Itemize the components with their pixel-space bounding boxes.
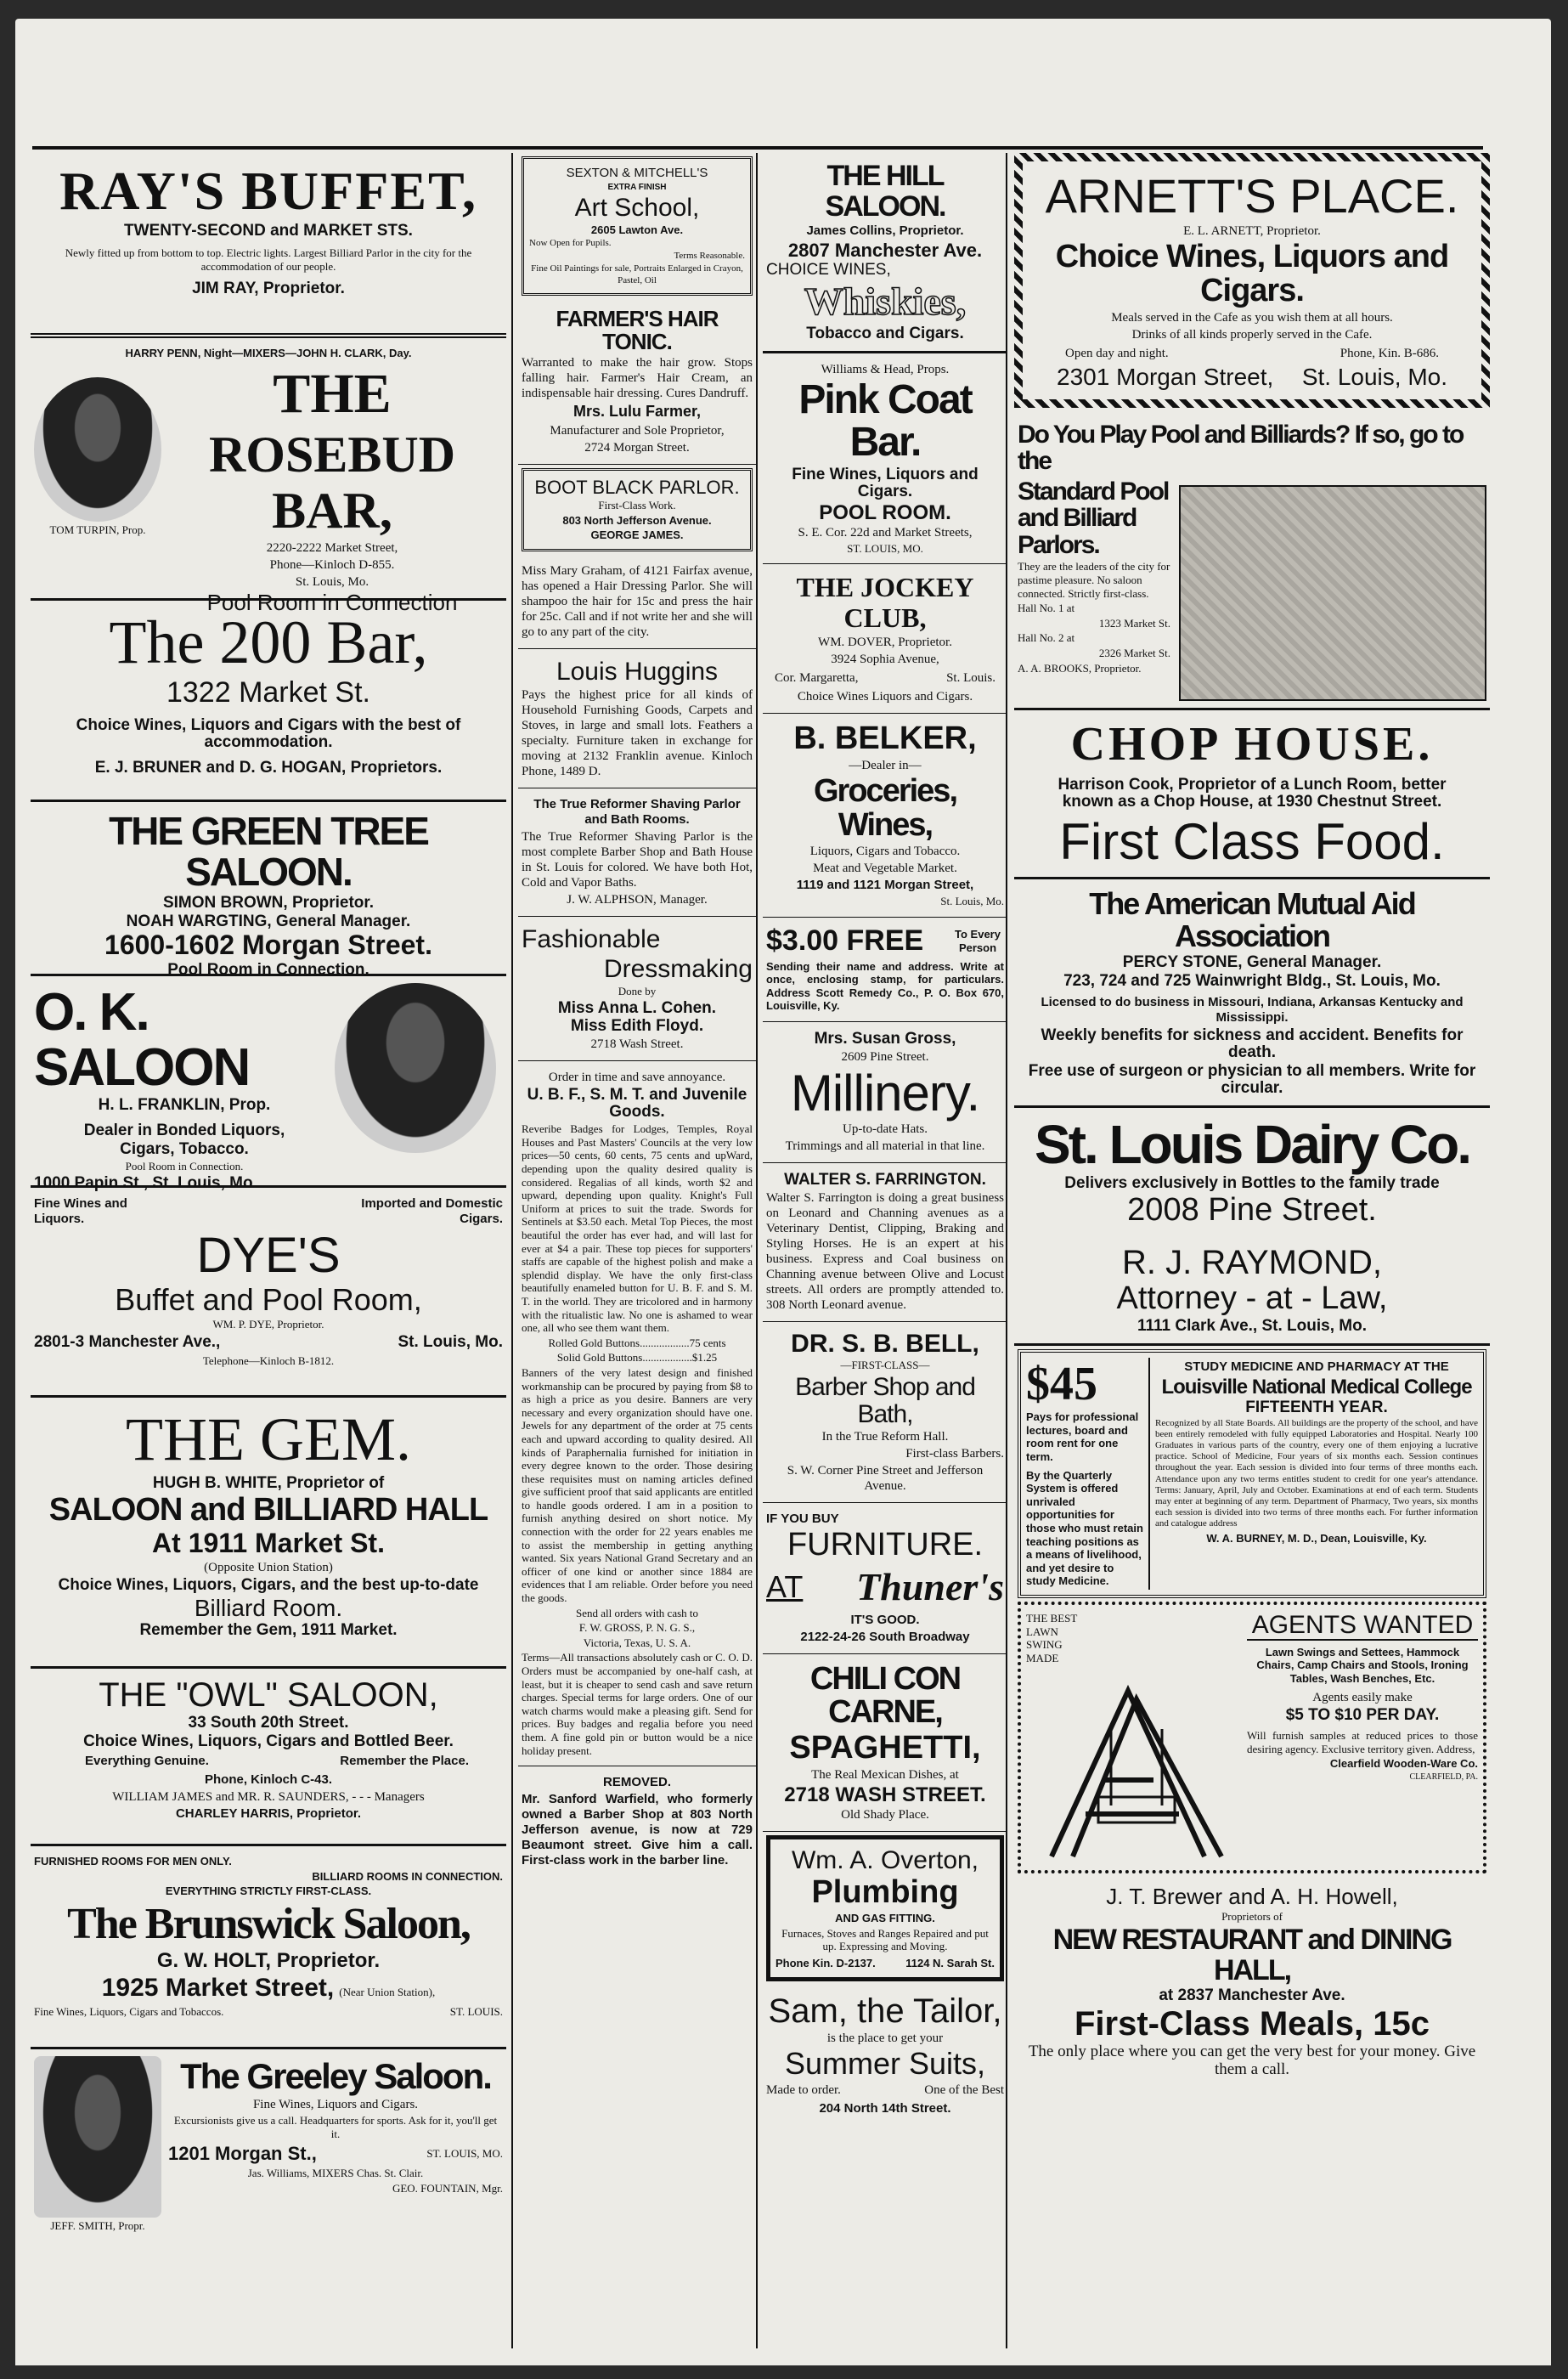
overton-plumb: Plumbing: [811, 1874, 959, 1911]
gem-opp: (Opposite Union Station): [204, 1560, 333, 1574]
raymond-ad: [1014, 1236, 1490, 1346]
mutual-free: Free use of surgeon or physician to all members. Write for circular.: [1028, 1061, 1476, 1097]
dyes-addr: 2801-3 Manchester Ave.,: [34, 1333, 221, 1352]
mutual-addr: 723, 724 and 725 Wainwright Bldg., St. Louis, Mo.: [1063, 971, 1441, 990]
rays-buffet-ad: [31, 153, 506, 338]
greentree-addr: 1600-1602 Morgan Street.: [104, 930, 432, 961]
hill-choice: CHOICE WINES,: [766, 261, 891, 280]
mutual-mgr: PERCY STONE, General Manager.: [1122, 953, 1382, 972]
rays-title: RAY'S BUFFET,: [59, 161, 477, 221]
jockey-addr: 3924 Sophia Avenue,: [831, 652, 939, 666]
brunswick-billiard: BILLIARD ROOMS IN CONNECTION.: [312, 1869, 503, 1883]
ubf-p2: Solid Gold Buttons..................$1.25: [556, 1351, 718, 1365]
brewer-addr: at 2837 Manchester Ave.: [1159, 1986, 1345, 2005]
ubf-send: Send all orders with cash to: [575, 1606, 699, 1619]
column-3: [756, 153, 1007, 2348]
agents-best: THE BEST LAWN SWING MADE: [1026, 1612, 1078, 1664]
jockey-name: THE JOCKEY CLUB,: [796, 572, 974, 633]
hill-addr: 2807 Manchester Ave.: [787, 240, 983, 262]
bar200-props: E. J. BRUNER and D. G. HOGAN, Proprietors.: [94, 758, 443, 777]
college-text: Recognized by all State Boards. All buildings are the property of the school, and have been entirely remodeled with fully equipped Laboratories and Hospital. Nearly 100 Graduates in various parts of the country, every one of them enjoying a lucrative practice. School of Medicine, Four years of six months each. Session continues throughout the year. Each session is divided into four terms of three months each. Attendance upon any two terms entitles student to credit for one year's attendance. Terms: January, April, July and October. Examinations at end of each term. Students may enter at beginning of any term. Department of Pharmacy, Two years, six months each session is divided into two terms of three months each. For further information and catalogue address: [1155, 1417, 1478, 1529]
bell-name: DR. S. B. BELL,: [791, 1329, 979, 1358]
ok-saloon-ad: [31, 976, 506, 1192]
greeley-city: ST. LOUIS, MO.: [426, 2147, 503, 2161]
mill-addr: 2609 Pine Street.: [841, 1050, 929, 1065]
boot-first: First-Class Work.: [598, 499, 676, 512]
ubf-order: Order in time and save annoyance.: [548, 1071, 726, 1085]
furn-title: FURNITURE.: [787, 1527, 984, 1563]
dressmaking-ad: [518, 917, 756, 1061]
brewer-props: J. T. Brewer and A. H. Howell,: [1106, 1884, 1398, 1910]
bell-in: In the True Reform Hall.: [821, 1430, 949, 1444]
gem-remember: Remember the Gem, 1911 Market.: [139, 1620, 398, 1639]
removed-text: Mr. Sanford Warfield, who formerly owned a Barber Shop at 803 North Jefferson avenue, is now at 729 Beaumont street. Give him a call. First-class work in the barber line.: [522, 1792, 753, 1868]
rays-desc: Newly fitted up from bottom to top. Electric lights. Largest Billiard Parlor in the city for the accommodation of our people.: [65, 246, 472, 273]
jockey-prop: WM. DOVER, Proprietor.: [818, 635, 952, 649]
owl-genuine: Everything Genuine.: [85, 1753, 209, 1768]
tonic-name: Mrs. Lulu Farmer,: [572, 403, 702, 421]
belker-ad: [763, 714, 1007, 918]
furn-name: Thuner's: [856, 1564, 1004, 1608]
college-quarterly: By the Quarterly System is offered unrivaled opportunities for those who must retain teaching positions as a means of livelihood, and yet desire to study Medicine.: [1026, 1468, 1143, 1588]
boot-addr: 803 North Jefferson Avenue.: [562, 513, 712, 527]
ubf-text3: Terms—All transactions absolutely cash or C. O. D. Orders must be accompanied by one-half cash, at least, but it is cheaper to send cash and save return charges. Special terms for large orders. One of our watch charms would make a pleasing gift. Send for prices. Buy badges and regalia before you need them. A fine gold pin or button would be a nice holiday present.: [522, 1651, 753, 1757]
newspaper-page: [15, 19, 1551, 2365]
art-addr: 2605 Lawton Ave.: [590, 223, 684, 236]
billiard-players-illustration: [1179, 485, 1486, 701]
mill-hats: Up-to-date Hats.: [843, 1122, 928, 1137]
bar200-addr: 1322 Market St.: [166, 676, 370, 709]
furn-good: IT'S GOOD.: [850, 1612, 920, 1627]
furn-addr: 2122-24-26 South Broadway: [800, 1629, 970, 1644]
owl-addr: 33 South 20th Street.: [188, 1714, 349, 1732]
hill-saloon-ad: [763, 153, 1007, 353]
bar200-desc: Choice Wines, Liquors and Cigars with the best of accommodation.: [76, 715, 461, 751]
dairy-addr: 2008 Pine Street.: [1127, 1191, 1377, 1228]
greeley-exc: Excursionists give us a call. Headquarters for sports. Ask for it, you'll get it.: [173, 2114, 498, 2140]
free-title: $3.00 FREE: [766, 924, 924, 958]
agents-city: CLEARFIELD, PA.: [1409, 1772, 1478, 1783]
ok-pool: Pool Room in Connection.: [125, 1160, 244, 1173]
overton-plumbing-ad: [766, 1835, 1004, 1981]
rosebud-phone: Phone—Kinloch D-855.: [269, 558, 395, 573]
arnett-choice: Choice Wines, Liquors and Cigars.: [1055, 238, 1449, 308]
greeley-mgr: GEO. FOUNTAIN, Mgr.: [392, 2181, 503, 2195]
rosebud-addr: 2220-2222 Market Street,: [266, 541, 398, 556]
college-pays: Pays for professional lectures, board and room rent for one term.: [1026, 1410, 1139, 1464]
greeley-saloon-ad: [31, 2049, 506, 2250]
sam-addr: 204 North 14th Street.: [819, 2101, 951, 2116]
column-2: [511, 153, 756, 2348]
pink-coat-ad: [763, 353, 1007, 564]
lawn-swing-illustration: [1026, 1678, 1238, 1865]
bell-first: —FIRST-CLASS—: [840, 1359, 930, 1372]
chili-real: The Real Mexican Dishes, at: [811, 1768, 959, 1783]
brunswick-desc: Fine Wines, Liquors, Cigars and Tobaccos.: [34, 2004, 224, 2018]
owl-desc: Choice Wines, Liquors, Cigars and Bottled Beer.: [83, 1732, 454, 1750]
ubf-goods-ad: [518, 1061, 756, 1766]
bell-barbers: First-class Barbers.: [905, 1447, 1004, 1461]
art-school-ad: [522, 156, 753, 296]
greeley-addr: 1201 Morgan St.,: [168, 2143, 317, 2165]
agents-pay: $5 TO $10 PER DAY.: [1285, 1706, 1440, 1725]
overton-phone: Phone Kin. D-2137.: [776, 1957, 876, 1970]
greentree-prop: SIMON BROWN, Proprietor.: [162, 893, 375, 912]
art-open: Now Open for Pupils.: [529, 238, 612, 249]
tonic-title: FARMER'S HAIR TONIC.: [556, 305, 719, 355]
bar-200-ad: [31, 601, 506, 802]
mutual-aid-ad: [1014, 879, 1490, 1107]
free-offer-ad: [763, 918, 1007, 1022]
jockey-city: St. Louis.: [946, 670, 996, 685]
arnett-meals: Meals served in the Cafe as you wish them at all hours.: [1111, 310, 1393, 325]
pool-prop: A. A. BROOKS, Proprietor.: [1018, 661, 1142, 675]
gem-line1: SALOON and BILLIARD HALL: [48, 1492, 488, 1529]
reformer-title: The True Reformer Shaving Parlor and Bath Rooms.: [533, 796, 741, 827]
huggins-text: Pays the highest price for all kinds of Household Furnishing Goods, Carpets and Stoves, in large and small lots. Feathers a specialty. Furniture taken in exchange for moving at 2132 Franklin avenue. Kinloch Phone, 1489 D.: [522, 687, 753, 778]
dyes-imported: Imported and Domestic Cigars.: [361, 1196, 503, 1226]
farr-name: WALTER S. FARRINGTON.: [784, 1171, 986, 1190]
hill-name: THE HILL SALOON.: [825, 160, 945, 223]
ok-deal: Dealer in Bonded Liquors,: [83, 1122, 285, 1140]
sam-best: One of the Best: [924, 2083, 1004, 2098]
ubf-title: U. B. F., S. M. T. and Juvenile Goods.: [527, 1086, 747, 1122]
reformer-ad: [518, 788, 756, 917]
raymond-title: Attorney - at - Law,: [1116, 1280, 1388, 1316]
mill-trim: Trimmings and all material in that line.: [785, 1139, 985, 1154]
farr-text: Walter S. Farrington is doing a great business on Leonard and Channing avenues as a Veterinary Dentist, Clipping, Braking and Styling Horses. He is an expert at his business. Express and Coal business on Channing avenue between Olive and Locust streets. All orders are promptly attended to. 308 North Leonard avenue.: [766, 1190, 1004, 1312]
pink-props: Williams & Head, Props.: [821, 362, 950, 376]
brewer-meals: First-Class Meals, 15c: [1074, 2005, 1430, 2043]
rays-owner: JIM RAY, Proprietor.: [192, 279, 345, 297]
pool-head: Do You Play Pool and Billiards? If so, go to the: [1018, 420, 1464, 476]
brunswick-near: (Near Union Station),: [339, 1986, 436, 1999]
overton-gas: AND GAS FITTING.: [835, 1912, 935, 1925]
agents-easily: Agents easily make: [1312, 1691, 1413, 1705]
gem-ad: [31, 1398, 506, 1669]
pool-addr1: 1323 Market St.: [1098, 616, 1170, 630]
pink-fine: Fine Wines, Liquors and Cigars.: [792, 465, 979, 500]
tom-turpin-portrait: [34, 377, 161, 522]
chili-l2: SPAGHETTI,: [789, 1730, 981, 1766]
rosebud-prop: TOM TURPIN, Prop.: [49, 523, 146, 536]
ok-cigars: Cigars, Tobacco.: [120, 1140, 249, 1159]
dyes-ad: [31, 1188, 506, 1398]
art-terms: Terms Reasonable.: [674, 251, 745, 262]
millinery-ad: [763, 1022, 1007, 1163]
dairy-ad: [1014, 1108, 1490, 1236]
top-rule: [32, 146, 1483, 150]
removed-notice: [518, 1766, 756, 1877]
gem-name: THE GEM.: [126, 1405, 411, 1473]
chop-title: CHOP HOUSE.: [1070, 717, 1434, 771]
dress-n2: Miss Edith Floyd.: [570, 1017, 704, 1036]
dyes-name: DYE'S: [196, 1228, 341, 1283]
art-name: Art School,: [574, 194, 700, 222]
brewer-title: NEW RESTAURANT and DINING HALL,: [1052, 1923, 1452, 1986]
sam-made: Made to order.: [766, 2083, 841, 2098]
column-4: [1006, 153, 1490, 2348]
overton-desc: Furnaces, Stoves and Ranges Repaired and put up. Expressing and Moving.: [781, 1926, 989, 1953]
belker-dealer: —Dealer in—: [849, 758, 922, 772]
dr-bell-ad: [763, 1322, 1007, 1503]
rosebud-mixers: HARRY PENN, Night—MIXERS—JOHN H. CLARK, Day.: [125, 347, 412, 359]
arnett-addr: 2301 Morgan Street,: [1057, 363, 1274, 390]
ubf-p1: Rolled Gold Buttons..................75 cents: [548, 1336, 726, 1349]
brunswick-city: ST. LOUIS.: [449, 2004, 503, 2018]
ubf-text2: Banners of the very latest design and finished workmanship can be procured by paying from $8 to as high a price as you desire. Banners are very necessary and every organization should have one. Jewels for any department of the order at 75 cents each and upward according to quality desired. All kinds of Paraphernalia furnished for initiation in every degree known to the order. Those desiring these requisites must on naming articles defined give sufficient proof that said applicants are entitled to handle goods ordered. I am in a position to furnish anything desired on short notice. My connection with the order for 22 years enables me to assist the membership in getting anything wanted. Six years National Grand Secretary and an officer of one kind or another since 1884 are evidences that I am reliable. Order before you need the goods.: [522, 1365, 753, 1605]
greentree-pool: Pool Room in Connection.: [167, 961, 369, 980]
boot-black-ad: [522, 468, 753, 551]
mary-graham-notice: [518, 555, 756, 649]
brunswick-first: EVERYTHING STRICTLY FIRST-CLASS.: [165, 1885, 372, 1898]
ubf-addr2: Victoria, Texas, U. S. A.: [583, 1636, 691, 1649]
owl-prop: CHARLEY HARRIS, Proprietor.: [175, 1805, 362, 1821]
mutual-weekly: Weekly benefits for sickness and accident. Benefits for death.: [1041, 1026, 1464, 1061]
gem-addr: At 1911 Market St.: [152, 1528, 385, 1559]
belker-city: St. Louis, Mo.: [940, 895, 1004, 908]
brunswick-addr: 1925 Market Street,: [101, 1974, 335, 2003]
dress-done: Done by: [618, 984, 657, 997]
college-dean: W. A. BURNEY, M. D., Dean, Louisville, Ky.: [1206, 1531, 1427, 1545]
ok-addr: 1000 Papin St., St. Louis, Mo.: [34, 1173, 257, 1192]
pool-hall2: Hall No. 2 at: [1018, 631, 1075, 645]
agents-co: Clearfield Wooden-Ware Co.: [1329, 1757, 1478, 1771]
owl-saloon-ad: [31, 1669, 506, 1846]
brewer-text: The only place where you can get the very best for your money. Give them a call.: [1028, 2043, 1476, 2079]
reformer-text: The True Reformer Shaving Parlor is the most complete Barber Shop and Bath House in St. Louis for colored. We have both Hot, Cold and Vapor Baths.: [522, 829, 753, 890]
hill-prop: James Collins, Proprietor.: [806, 223, 964, 239]
boot-title: BOOT BLACK PARLOR.: [534, 477, 740, 499]
raymond-addr: 1111 Clark Ave., St. Louis, Mo.: [1137, 1316, 1367, 1335]
chop-house-ad: [1014, 710, 1490, 879]
college-name: Louisville National Medical College: [1161, 1375, 1472, 1399]
jockey-desc: Choice Wines Liquors and Cigars.: [797, 689, 973, 704]
dairy-deliv: Delivers exclusively in Bottles to the family trade: [1064, 1173, 1440, 1192]
medical-college-ad: [1018, 1349, 1486, 1599]
dress-n1: Miss Anna L. Cohen.: [557, 998, 717, 1017]
brewer-of: Proprietors of: [1221, 1910, 1283, 1924]
removed-title: REMOVED.: [602, 1775, 671, 1790]
mill-title: Millinery.: [790, 1065, 980, 1122]
pink-addr: S. E. Cor. 22d and Market Streets,: [798, 525, 973, 540]
hair-tonic-ad: [518, 299, 756, 465]
college-price: $45: [1026, 1357, 1097, 1410]
agents-wanted-ad: [1018, 1602, 1486, 1873]
arnett-open: Open day and night.: [1065, 346, 1169, 360]
arnett-name: ARNETT'S PLACE.: [1045, 169, 1459, 223]
belker-meat: Meat and Vegetable Market.: [813, 862, 957, 876]
chop-food: First Class Food.: [1059, 813, 1445, 871]
chili-ad: [763, 1654, 1007, 1833]
pool-addr2: 2326 Market St.: [1098, 647, 1170, 660]
farrington-ad: [763, 1163, 1007, 1322]
louis-huggins-ad: [518, 649, 756, 788]
dyes-city: St. Louis, Mo.: [398, 1333, 503, 1352]
jockey-cor: Cor. Margaretta,: [775, 670, 859, 685]
mill-name: Mrs. Susan Gross,: [814, 1030, 956, 1048]
dyes-fine: Fine Wines and Liquors.: [34, 1196, 127, 1226]
free-text: Sending their name and address. Write at once, enclosing stamp, for particulars. Address Scott Remedy Co., P. O. Box 670, Louisville, Ky.: [766, 959, 1004, 1013]
tonic-addr: 2724 Morgan Street.: [584, 441, 690, 455]
ok-prop: H. L. FRANKLIN, Prop.: [98, 1096, 271, 1115]
owl-mgrs: WILLIAM JAMES and MR. R. SAUNDERS, - - - Managers: [112, 1789, 425, 1804]
furn-if: IF YOU BUY: [766, 1512, 839, 1527]
gem-prop: HUGH B. WHITE, Proprietor of: [152, 1474, 385, 1493]
greentree-name: THE GREEN TREE SALOON.: [109, 809, 428, 895]
dress-addr: 2718 Wash Street.: [590, 1037, 684, 1052]
overton-addr: 1124 N. Sarah St.: [905, 1957, 995, 1970]
brewer-restaurant-ad: [1014, 1877, 1490, 2088]
dairy-title: St. Louis Dairy Co.: [1035, 1113, 1469, 1175]
college-study: STUDY MEDICINE AND PHARMACY AT THE: [1184, 1359, 1449, 1374]
rosebud-pool: Pool Room in Connection: [206, 590, 458, 616]
chili-old: Old Shady Place.: [841, 1808, 929, 1822]
ubf-text: Reveribe Badges for Lodges, Temples, Royal Houses and Past Masters' Councils at the very low prices—50 cents, 60 cents, 75 cents and upWard, depending upon the quality desired quality is considered. Regalias of all kinds, worth $2 and upward, depending upon quality. Knight's Full Uniform at prices to suit the trade. Swords for Sentinels at $3.50 each. Metal Top Pieces, the most beautiful the order has ever had, and will last for ever at $4 a pair. These top pieces for supporters' staffs are capable of the highest polish and make a splendid display. We have the only first-class beautifully enameled button for U. B. F. and S. M. T. in the world. They are tricolored and in harmony with the ritualistic law. No one is ashamed to wear one, all who see them want them.: [522, 1122, 753, 1335]
greeley-name: The Greeley Saloon.: [180, 2056, 491, 2096]
graham-text: Miss Mary Graham, of 4121 Fairfax avenue, has opened a Hair Dressing Parlor. She will shampoo the hair for 15c and press the hair for 25c. Call and if not write her and she will go to any part of the city.: [522, 563, 753, 639]
column-1: [31, 153, 506, 2348]
jockey-club-ad: [763, 564, 1007, 713]
hill-tob: Tobacco and Cigars.: [806, 325, 964, 342]
brunswick-name: The Brunswick Saloon,: [67, 1899, 470, 1948]
rays-address: TWENTY-SECOND and MARKET STS.: [124, 222, 413, 240]
arnett-place-ad: [1014, 153, 1490, 408]
dyes-prop: WM. P. DYE, Proprietor.: [212, 1317, 324, 1331]
agents-items: Lawn Swings and Settees, Hammock Chairs, Camp Chairs and Stools, Ironing Tables, Wash Benches, Etc.: [1256, 1645, 1469, 1685]
college-year: FIFTEENTH YEAR.: [1245, 1398, 1388, 1416]
reformer-mgr: J. W. ALPHSON, Manager.: [567, 892, 708, 907]
pool-name: Standard Pool and Billiard Parlors.: [1018, 477, 1169, 559]
tonic-text: Warranted to make the hair grow. Stops falling hair. Farmer's Hair Cream, an indispensable hair dressing. Cures Dandruff.: [522, 356, 753, 401]
franklin-portrait: [335, 983, 496, 1153]
bar200-name: The 200 Bar,: [109, 608, 428, 676]
belker-liq: Liquors, Cigars and Tobacco.: [809, 845, 961, 859]
free-to: To Every Person: [955, 928, 1001, 954]
furn-at: AT: [766, 1569, 804, 1605]
sam-place: is the place to get your: [826, 2031, 944, 2045]
belker-name: B. BELKER,: [793, 720, 977, 756]
ubf-addr1: F. W. GROSS, P. N. G. S.,: [578, 1621, 696, 1635]
arnett-drinks: Drinks of all kinds properly served in the Cafe.: [1131, 327, 1373, 342]
greeley-mixers: Jas. Williams, MIXERS Chas. St. Clair.: [247, 2167, 424, 2180]
thuners-furniture-ad: [763, 1503, 1007, 1653]
belker-groc: Groceries, Wines,: [814, 772, 956, 843]
raymond-name: R. J. RAYMOND,: [1122, 1243, 1382, 1281]
greeley-desc: Fine Wines, Liquors and Cigars.: [252, 2098, 419, 2112]
greentree-mgr: NOAH WARGTING, General Manager.: [126, 912, 411, 930]
art-extra: EXTRA FINISH: [607, 183, 667, 192]
huggins-title: Louis Huggins: [556, 657, 719, 686]
brunswick-prop: G. W. HOLT, Proprietor.: [156, 1948, 381, 1972]
sam-name: Sam, the Tailor,: [768, 1992, 1002, 2030]
gem-desc: Choice Wines, Liquors, Cigars, and the best up-to-date: [58, 1575, 479, 1594]
bell-title: Barber Shop and Bath,: [795, 1373, 975, 1428]
owl-name: THE "OWL" SALOON,: [99, 1676, 438, 1714]
chili-l1: CHILI CON CARNE,: [809, 1660, 961, 1731]
chop-text: Harrison Cook, Proprietor of a Lunch Room, better known as a Chop House, at 1930 Chestnut Street.: [1058, 775, 1447, 811]
jeff-smith-portrait: [34, 2056, 161, 2218]
brunswick-rooms: FURNISHED ROOMS FOR MEN ONLY.: [34, 1855, 232, 1868]
pool-hall1: Hall No. 1 at: [1018, 602, 1075, 615]
pool-text: They are the leaders of the city for pastime pleasure. No saloon connected. Strictly first-class.: [1018, 560, 1170, 600]
agents-title: AGENTS WANTED: [1247, 1612, 1478, 1641]
tonic-role: Manufacturer and Sole Proprietor,: [550, 424, 725, 438]
rosebud-city: St. Louis, Mo.: [295, 575, 369, 590]
dress-line2: Dressmaking: [603, 954, 753, 983]
hill-whisk: Whiskies,: [804, 280, 967, 324]
sam-suits: Summer Suits,: [784, 2045, 986, 2081]
art-desc: Fine Oil Paintings for sale, Portraits Enlarged in Crayon, Pastel, Oil: [531, 263, 743, 285]
standard-pool-ad: [1014, 413, 1490, 710]
rosebud-the: THE: [273, 362, 392, 425]
dyes-sub: Buffet and Pool Room,: [115, 1281, 422, 1317]
dyes-phone: Telephone—Kinloch B-1812.: [202, 1354, 335, 1368]
green-tree-ad: [31, 802, 506, 980]
chili-addr: 2718 WASH STREET.: [784, 1783, 986, 1807]
agents-text: Will furnish samples at reduced prices to those desiring agency. Exclusive territory given. Address,: [1247, 1729, 1478, 1755]
gem-room: Billiard Room.: [194, 1594, 343, 1621]
arnett-city: St. Louis, Mo.: [1301, 363, 1447, 390]
mutual-lic: Licensed to do business in Missouri, Indiana, Arkansas Kentucky and Mississippi.: [1041, 994, 1464, 1025]
arnett-phone: Phone, Kin. B-686.: [1340, 346, 1439, 360]
sam-tailor-ad: [763, 1985, 1007, 2126]
rosebud-bar-ad: [31, 338, 506, 616]
mutual-title: The American Mutual Aid Association: [1089, 886, 1415, 954]
greeley-prop: JEFF. SMITH, Propr.: [50, 2219, 145, 2232]
pink-pool: POOL ROOM.: [819, 500, 951, 524]
ok-name: O. K. SALOON: [34, 983, 250, 1098]
brunswick-ad: [31, 1846, 506, 2049]
belker-addr: 1119 and 1121 Morgan Street,: [796, 878, 974, 893]
pink-name: Pink Coat Bar.: [798, 376, 972, 466]
arnett-prop: E. L. ARNETT, Proprietor.: [1183, 223, 1321, 238]
dress-line1: Fashionable: [522, 924, 661, 953]
art-title: SEXTON & MITCHELL'S: [566, 166, 708, 180]
rosebud-name: ROSEBUD BAR,: [208, 427, 456, 540]
overton-name: Wm. A. Overton,: [791, 1846, 979, 1875]
owl-remember: Remember the Place.: [340, 1753, 469, 1768]
boot-name: GEORGE JAMES.: [590, 528, 684, 542]
owl-phone: Phone, Kinloch C-43.: [204, 1772, 332, 1787]
bell-addr: S. W. Corner Pine Street and Jefferson Avenue.: [787, 1464, 984, 1494]
pink-city: ST. LOUIS, MO.: [847, 541, 923, 555]
